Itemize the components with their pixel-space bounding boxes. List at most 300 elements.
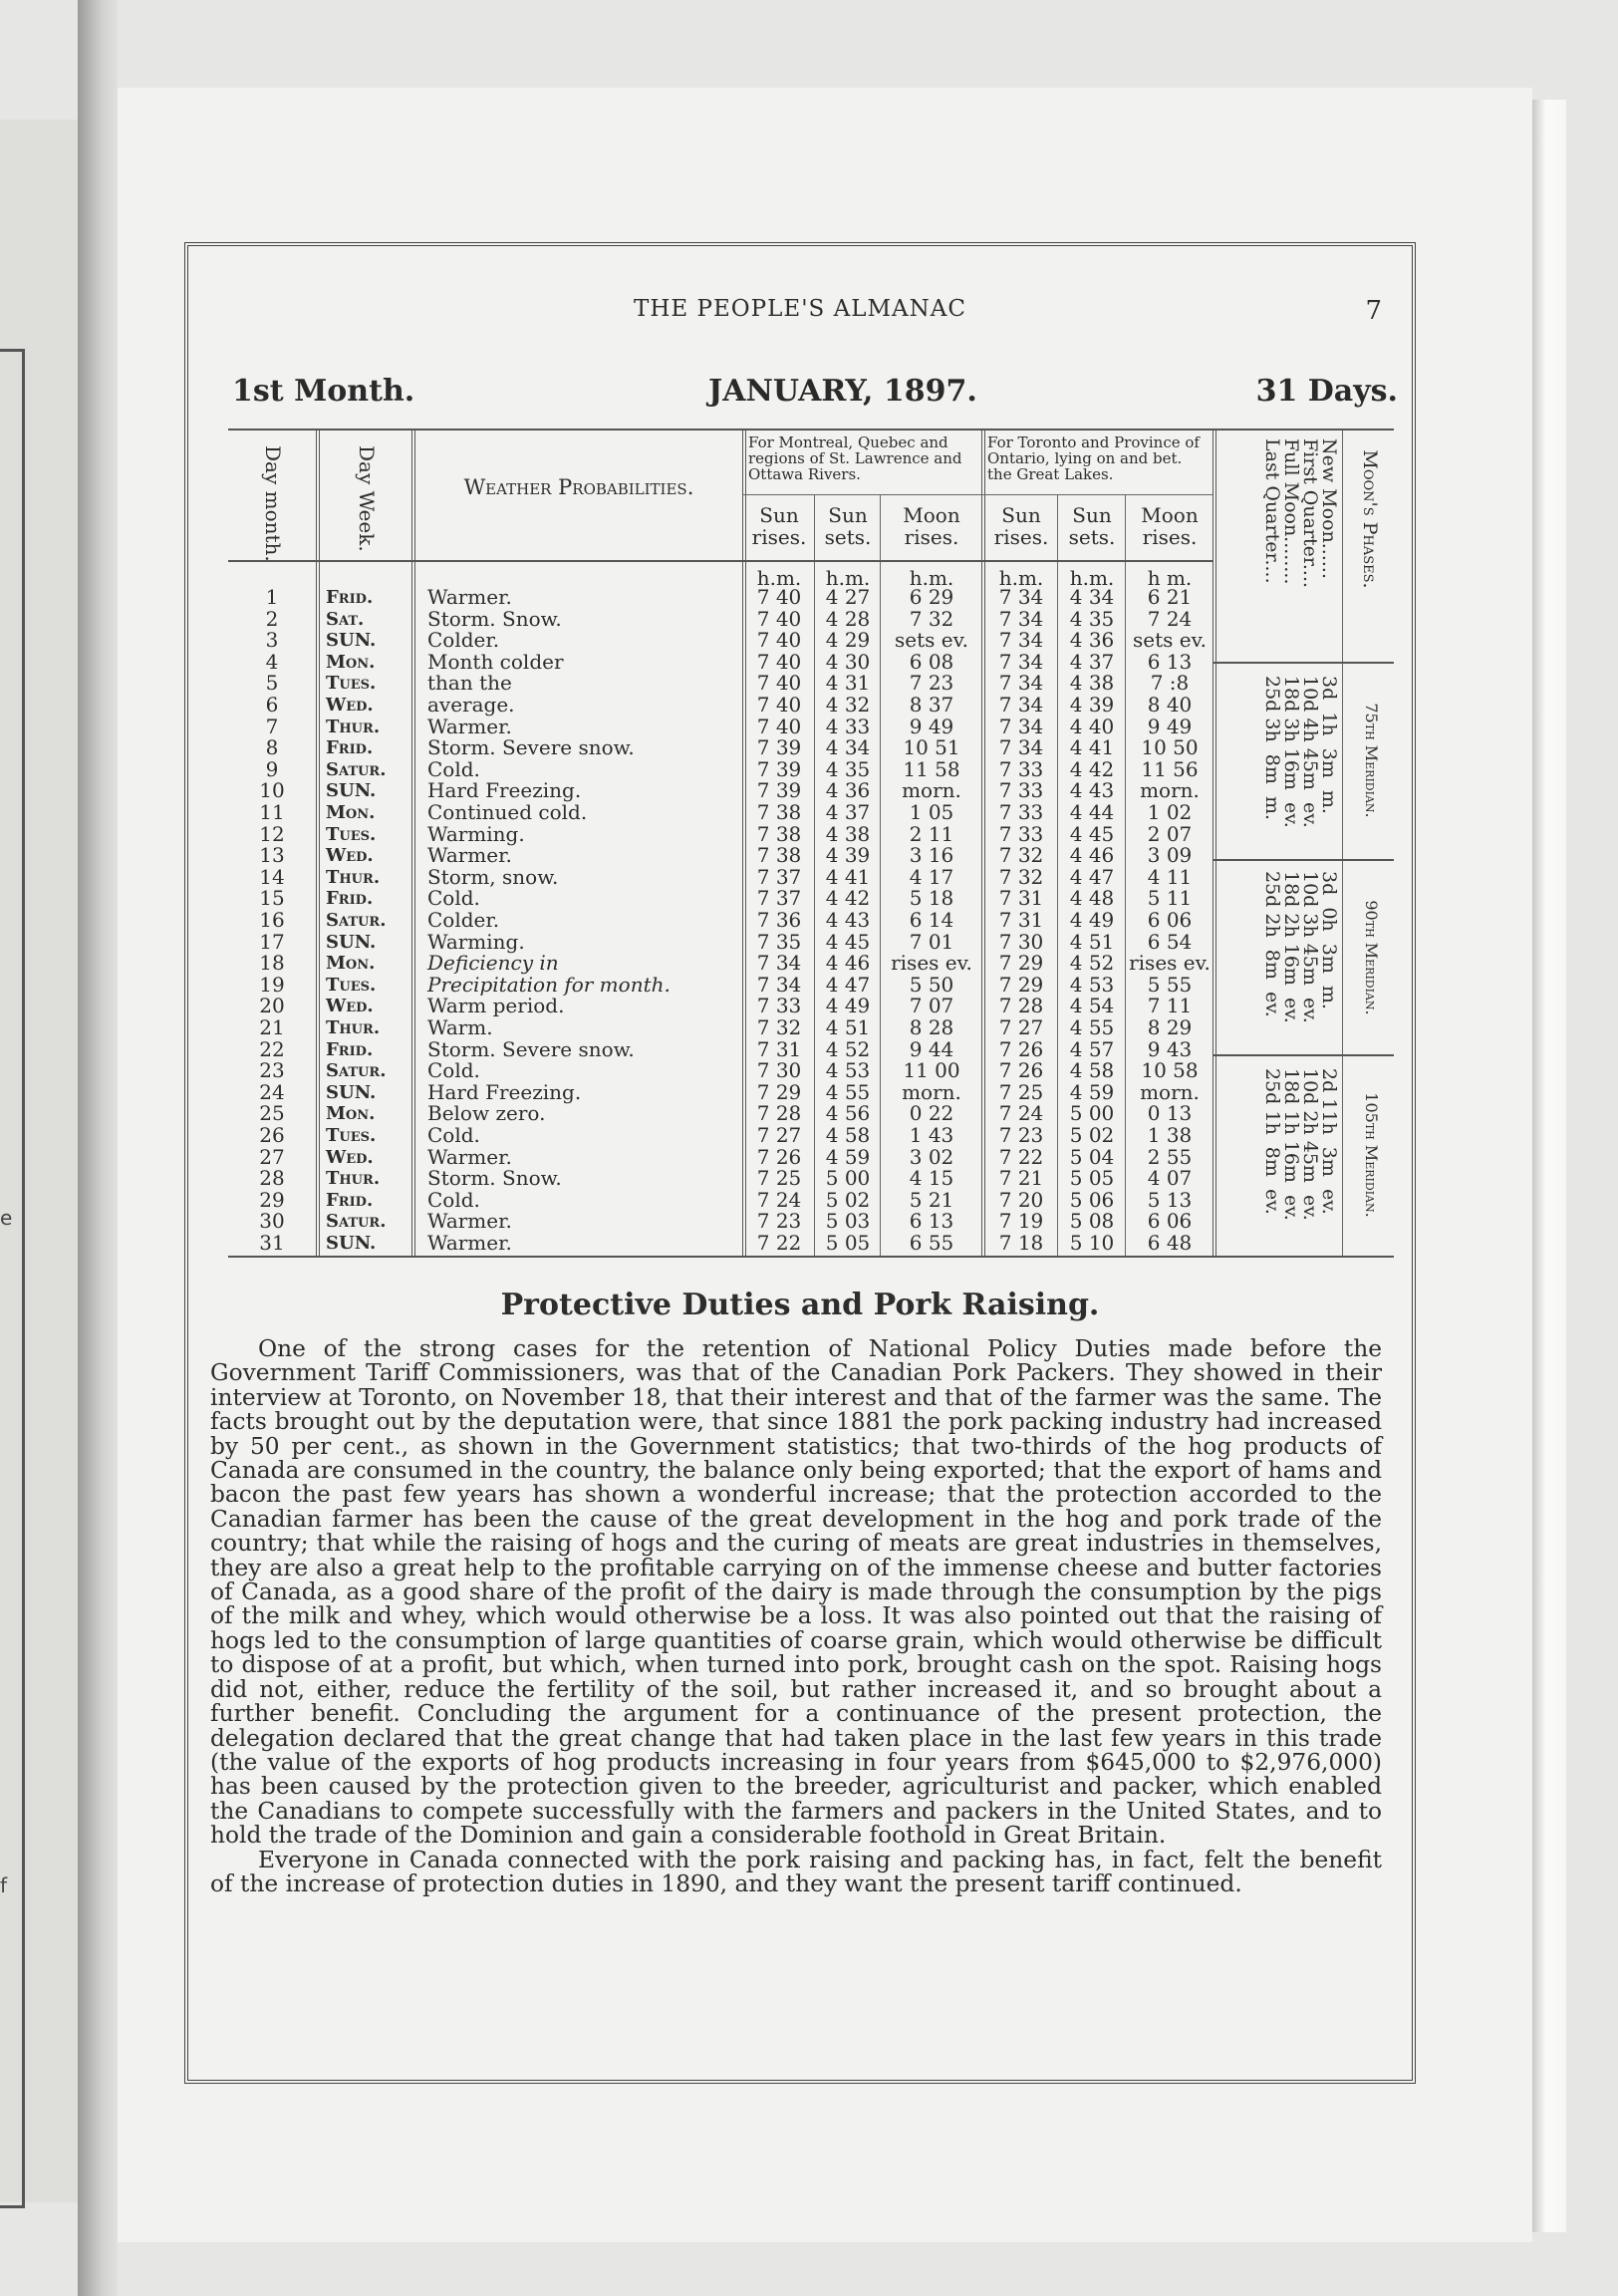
tor-sun-rises-cell: 7 24 xyxy=(998,1101,1044,1126)
table-row xyxy=(228,996,1213,1017)
units-label: h.m. xyxy=(909,566,954,590)
month-heading xyxy=(232,374,1398,414)
weather-cell: Warming. xyxy=(427,821,525,846)
mtl-moon-rises-cell: 5 18 xyxy=(909,886,954,911)
weather-cell: Deficiency in xyxy=(427,951,559,976)
day-of-week-cell: Tues. xyxy=(326,1125,377,1146)
tor-sun-rises-cell: 7 25 xyxy=(998,1079,1044,1104)
weather-cell: Warmer. xyxy=(427,1231,512,1255)
table-row xyxy=(228,1168,1213,1190)
tor-sun-sets-cell: 4 43 xyxy=(1069,778,1115,803)
mtl-sun-rises-cell: 7 24 xyxy=(756,1187,802,1212)
day-of-month-cell: 10 xyxy=(259,778,285,803)
mtl-sun-rises-cell: 7 23 xyxy=(756,1209,802,1234)
mtl-sun-sets-cell: 4 31 xyxy=(825,671,871,696)
day-of-month-cell: 24 xyxy=(259,1079,285,1104)
tor-moon-rises-cell: 4 11 xyxy=(1147,864,1193,889)
mtl-sun-sets-cell: 4 58 xyxy=(825,1123,871,1147)
weather-cell: Below zero. xyxy=(427,1101,546,1126)
day-of-week-cell: Wed. xyxy=(326,996,374,1017)
facing-page xyxy=(0,120,80,2202)
weather-cell: Precipitation for month. xyxy=(427,972,671,997)
meridian-75-times: 3d 1h 3m m. 10d 4h 45m ev. 18d 3h 16m ev. 25d 3h 8m m. xyxy=(1261,676,1340,828)
header-day-week: Day Week. xyxy=(355,445,379,552)
table-row xyxy=(228,1233,1213,1255)
day-of-week-cell: Frid. xyxy=(326,587,374,608)
mtl-sun-rises-cell: 7 32 xyxy=(756,1015,802,1039)
tor-moon-rises-cell: 9 49 xyxy=(1147,714,1193,738)
tor-sun-rises-cell: 7 32 xyxy=(998,843,1044,868)
day-of-week-cell: Wed. xyxy=(326,695,374,716)
mtl-sun-sets-cell: 5 02 xyxy=(825,1187,871,1212)
mtl-sun-sets-cell: 4 29 xyxy=(825,628,871,653)
weather-cell: Continued cold. xyxy=(427,800,588,824)
mtl-sun-rises-cell: 7 22 xyxy=(756,1231,802,1255)
header-tor-sun-sets: Sun sets. xyxy=(1068,503,1116,549)
almanac-table xyxy=(228,429,1394,1258)
tor-sun-sets-cell: 5 04 xyxy=(1069,1144,1115,1169)
units-label: h.m. xyxy=(1069,566,1115,590)
tor-sun-rises-cell: 7 34 xyxy=(998,671,1044,696)
mtl-sun-sets-cell: 4 49 xyxy=(825,994,871,1018)
weather-cell: Month colder xyxy=(427,649,564,674)
mtl-moon-rises-cell: 6 29 xyxy=(909,585,954,609)
weather-cell: Warm. xyxy=(427,1015,493,1039)
month-ordinal: 1st Month. xyxy=(232,374,415,409)
table-row xyxy=(228,1017,1213,1039)
tor-sun-sets-cell: 4 42 xyxy=(1069,756,1115,781)
tor-moon-rises-cell: 6 21 xyxy=(1147,585,1193,609)
mtl-sun-sets-cell: 4 35 xyxy=(825,756,871,781)
tor-moon-rises-cell: 7 :8 xyxy=(1150,671,1190,696)
mtl-sun-sets-cell: 5 03 xyxy=(825,1209,871,1234)
weather-cell: Warmer. xyxy=(427,1144,512,1169)
table-row xyxy=(228,606,1213,631)
day-of-week-cell: Mon. xyxy=(326,953,376,975)
mtl-sun-rises-cell: 7 36 xyxy=(756,908,802,932)
header-montreal: For Montreal, Quebec and regions of St. Lawrence and Ottawa Rivers. xyxy=(748,433,962,483)
table-row xyxy=(228,888,1213,910)
table-row xyxy=(228,1036,1213,1061)
day-of-month-cell: 17 xyxy=(259,929,285,954)
mtl-sun-rises-cell: 7 25 xyxy=(756,1166,802,1191)
tor-sun-sets-cell: 4 55 xyxy=(1069,1015,1115,1039)
day-of-week-cell: Wed. xyxy=(326,1146,374,1168)
weather-cell: Warmer. xyxy=(427,585,512,609)
day-of-week-cell: Tues. xyxy=(326,823,377,845)
tor-sun-rises-cell: 7 34 xyxy=(998,585,1044,609)
day-of-week-cell: SUN. xyxy=(326,630,377,652)
day-of-month-cell: 21 xyxy=(259,1015,285,1039)
header-weather: Weather Probabilities. xyxy=(463,475,694,499)
mtl-sun-sets-cell: 4 56 xyxy=(825,1101,871,1126)
moon-phase-labels: New Moon...... First Quarter.... Full Moon........ Last Quarter.... xyxy=(1261,438,1340,589)
tor-sun-sets-cell: 4 39 xyxy=(1069,693,1115,717)
tor-sun-sets-cell: 4 53 xyxy=(1069,972,1115,997)
table-row xyxy=(228,1187,1213,1212)
tor-sun-rises-cell: 7 20 xyxy=(998,1187,1044,1212)
mtl-moon-rises-cell: 5 21 xyxy=(909,1187,954,1212)
day-of-month-cell: 22 xyxy=(259,1036,285,1061)
tor-moon-rises-cell: 6 54 xyxy=(1147,929,1193,954)
units-label: h.m. xyxy=(825,566,871,590)
tor-sun-sets-cell: 5 10 xyxy=(1069,1231,1115,1255)
tor-moon-rises-cell: 0 13 xyxy=(1147,1101,1193,1126)
meridian-105-times: 2d 11h 3m ev. 10d 2h 45m ev. 18d 1h 16m ev. 25d 1h 8m ev. xyxy=(1261,1068,1340,1221)
day-of-week-cell: Frid. xyxy=(326,1038,374,1060)
table-row xyxy=(228,649,1213,674)
day-of-month-cell: 28 xyxy=(259,1166,285,1191)
mtl-sun-rises-cell: 7 40 xyxy=(756,585,802,609)
table-row xyxy=(228,587,1213,609)
mtl-sun-rises-cell: 7 31 xyxy=(756,1036,802,1061)
mtl-sun-rises-cell: 7 35 xyxy=(756,929,802,954)
day-of-month-cell: 31 xyxy=(259,1231,285,1255)
weather-cell: Warming. xyxy=(427,929,525,954)
mtl-sun-rises-cell: 7 33 xyxy=(756,994,802,1018)
weather-cell: Cold. xyxy=(427,1058,480,1083)
day-of-week-cell: SUN. xyxy=(326,931,377,953)
moon-phases-heading: Moon's Phases. xyxy=(1359,449,1381,589)
mtl-sun-sets-cell: 4 38 xyxy=(825,821,871,846)
weather-cell: Colder. xyxy=(427,628,500,653)
day-of-week-cell: Wed. xyxy=(326,845,374,867)
mtl-sun-sets-cell: 4 59 xyxy=(825,1144,871,1169)
tor-moon-rises-cell: 5 55 xyxy=(1147,972,1193,997)
day-of-month-cell: 3 xyxy=(265,628,279,653)
tor-sun-rises-cell: 7 31 xyxy=(998,908,1044,932)
day-of-month-cell: 30 xyxy=(259,1209,285,1234)
mtl-moon-rises-cell: 9 44 xyxy=(909,1036,954,1061)
table-row xyxy=(228,802,1213,824)
tor-moon-rises-cell: 8 29 xyxy=(1147,1015,1193,1039)
weather-cell: Storm. Snow. xyxy=(427,1166,562,1191)
meridian-105-heading: 105th Meridian. xyxy=(1362,1092,1381,1218)
table-row xyxy=(228,1060,1213,1082)
table-row xyxy=(228,953,1213,975)
day-of-week-cell: Frid. xyxy=(326,737,374,759)
day-of-week-cell: SUN. xyxy=(326,1233,377,1254)
day-of-month-cell: 27 xyxy=(259,1144,285,1169)
facing-page-glyph: e xyxy=(0,1206,13,1230)
tor-sun-rises-cell: 7 22 xyxy=(998,1144,1044,1169)
day-of-week-cell: Tues. xyxy=(326,673,377,695)
table-row xyxy=(228,1144,1213,1169)
tor-sun-sets-cell: 4 45 xyxy=(1069,821,1115,846)
tor-moon-rises-cell: morn. xyxy=(1140,1079,1200,1104)
tor-sun-rises-cell: 7 33 xyxy=(998,778,1044,803)
mtl-sun-rises-cell: 7 40 xyxy=(756,628,802,653)
tor-sun-sets-cell: 4 41 xyxy=(1069,735,1115,760)
mtl-sun-rises-cell: 7 39 xyxy=(756,756,802,781)
tor-sun-sets-cell: 4 36 xyxy=(1069,628,1115,653)
weather-cell: Storm. Severe snow. xyxy=(427,735,635,760)
table-row xyxy=(228,695,1213,717)
mtl-sun-sets-cell: 4 47 xyxy=(825,972,871,997)
tor-sun-sets-cell: 4 38 xyxy=(1069,671,1115,696)
tor-moon-rises-cell: 9 43 xyxy=(1147,1036,1193,1061)
mtl-sun-rises-cell: 7 38 xyxy=(756,821,802,846)
tor-sun-sets-cell: 4 35 xyxy=(1069,606,1115,631)
tor-moon-rises-cell: 10 50 xyxy=(1141,735,1199,760)
mtl-sun-sets-cell: 4 32 xyxy=(825,693,871,717)
tor-sun-rises-cell: 7 34 xyxy=(998,693,1044,717)
mtl-sun-sets-cell: 5 05 xyxy=(825,1231,871,1255)
day-of-month-cell: 13 xyxy=(259,843,285,868)
mtl-sun-rises-cell: 7 34 xyxy=(756,972,802,997)
mtl-sun-sets-cell: 4 46 xyxy=(825,951,871,976)
units-label: h.m. xyxy=(998,566,1044,590)
header-mtl-sun-rises: Sun rises. xyxy=(751,503,807,549)
mtl-moon-rises-cell: morn. xyxy=(902,778,961,803)
day-of-month-cell: 15 xyxy=(259,886,285,911)
mtl-moon-rises-cell: 7 01 xyxy=(909,929,954,954)
mtl-moon-rises-cell: 6 08 xyxy=(909,649,954,674)
mtl-moon-rises-cell: 11 58 xyxy=(903,756,960,781)
day-of-month-cell: 25 xyxy=(259,1101,285,1126)
mtl-sun-rises-cell: 7 37 xyxy=(756,864,802,889)
mtl-moon-rises-cell: 4 17 xyxy=(909,864,954,889)
tor-sun-sets-cell: 5 06 xyxy=(1069,1187,1115,1212)
day-of-month-cell: 2 xyxy=(265,606,279,631)
weather-cell: average. xyxy=(427,693,515,717)
day-of-month-cell: 6 xyxy=(265,693,279,717)
mtl-sun-rises-cell: 7 38 xyxy=(756,800,802,824)
tor-sun-rises-cell: 7 33 xyxy=(998,821,1044,846)
tor-sun-rises-cell: 7 26 xyxy=(998,1058,1044,1083)
tor-sun-rises-cell: 7 34 xyxy=(998,649,1044,674)
tor-sun-rises-cell: 7 33 xyxy=(998,756,1044,781)
header-tor-sun-rises: Sun rises. xyxy=(993,503,1049,549)
tor-sun-sets-cell: 5 08 xyxy=(1069,1209,1115,1234)
mtl-moon-rises-cell: 4 15 xyxy=(909,1166,954,1191)
mtl-sun-sets-cell: 4 52 xyxy=(825,1036,871,1061)
mtl-sun-rises-cell: 7 38 xyxy=(756,843,802,868)
tor-moon-rises-cell: rises ev. xyxy=(1129,951,1211,976)
mtl-moon-rises-cell: 10 51 xyxy=(903,735,960,760)
weather-cell: Storm. Snow. xyxy=(427,606,562,631)
table-row xyxy=(228,972,1213,997)
weather-cell: Cold. xyxy=(427,886,480,911)
table-row xyxy=(228,1079,1213,1104)
page-frame xyxy=(184,242,1416,2084)
tor-sun-sets-cell: 4 44 xyxy=(1069,800,1115,824)
day-of-month-cell: 14 xyxy=(259,864,285,889)
tor-sun-rises-cell: 7 28 xyxy=(998,994,1044,1018)
weather-cell: Warmer. xyxy=(427,714,512,738)
tor-moon-rises-cell: 2 55 xyxy=(1147,1144,1193,1169)
mtl-moon-rises-cell: 6 55 xyxy=(909,1231,954,1255)
header-tor-moon-rises: Moon rises. xyxy=(1141,503,1199,549)
table-row xyxy=(228,737,1213,759)
weather-cell: Cold. xyxy=(427,756,480,781)
table-row xyxy=(228,756,1213,781)
tor-sun-rises-cell: 7 23 xyxy=(998,1123,1044,1147)
tor-moon-rises-cell: 2 07 xyxy=(1147,821,1193,846)
mtl-sun-rises-cell: 7 34 xyxy=(756,951,802,976)
day-of-week-cell: Thur. xyxy=(326,866,381,888)
day-of-week-cell: SUN. xyxy=(326,780,377,802)
tor-sun-sets-cell: 4 37 xyxy=(1069,649,1115,674)
day-of-week-cell: Frid. xyxy=(326,1189,374,1211)
month-days: 31 Days. xyxy=(1255,374,1398,409)
mtl-moon-rises-cell: 6 14 xyxy=(909,908,954,932)
mtl-moon-rises-cell: 2 11 xyxy=(909,821,954,846)
tor-sun-rises-cell: 7 26 xyxy=(998,1036,1044,1061)
day-of-month-cell: 23 xyxy=(259,1058,285,1083)
tor-sun-sets-cell: 4 34 xyxy=(1069,585,1115,609)
day-of-week-cell: Satur. xyxy=(326,1060,387,1082)
tor-sun-sets-cell: 4 49 xyxy=(1069,908,1115,932)
tor-sun-rises-cell: 7 32 xyxy=(998,864,1044,889)
mtl-sun-sets-cell: 4 42 xyxy=(825,886,871,911)
mtl-sun-rises-cell: 7 39 xyxy=(756,735,802,760)
article-paragraph: Everyone in Canada connected with the pork raising and packing has, in fact, felt the benefit of the increase of protection duties in 1890, and they want the present tariff continued. xyxy=(210,1846,1382,1897)
units-label: h.m. xyxy=(756,566,802,590)
day-of-month-cell: 16 xyxy=(259,908,285,932)
day-of-week-cell: Satur. xyxy=(326,910,387,931)
mtl-sun-rises-cell: 7 40 xyxy=(756,714,802,738)
day-of-week-cell: Sat. xyxy=(326,608,365,630)
facing-page-glyph: f xyxy=(0,1873,8,1897)
mtl-moon-rises-cell: 8 28 xyxy=(909,1015,954,1039)
tor-moon-rises-cell: 6 06 xyxy=(1147,1209,1193,1234)
tor-moon-rises-cell: 11 56 xyxy=(1141,756,1199,781)
day-of-week-cell: Tues. xyxy=(326,974,377,996)
tor-sun-sets-cell: 4 46 xyxy=(1069,843,1115,868)
header-day-month: Day month. xyxy=(261,445,285,562)
table-row xyxy=(228,929,1213,954)
mtl-sun-rises-cell: 7 40 xyxy=(756,606,802,631)
mtl-sun-rises-cell: 7 40 xyxy=(756,693,802,717)
day-of-month-cell: 5 xyxy=(265,671,279,696)
tor-moon-rises-cell: 1 38 xyxy=(1147,1123,1193,1147)
table-row xyxy=(228,910,1213,932)
day-of-month-cell: 4 xyxy=(265,649,279,674)
tor-moon-rises-cell: 4 07 xyxy=(1147,1166,1193,1191)
header-mtl-moon-rises: Moon rises. xyxy=(903,503,960,549)
day-of-week-cell: Mon. xyxy=(326,802,376,823)
table-row xyxy=(228,1103,1213,1125)
mtl-moon-rises-cell: 1 05 xyxy=(909,800,954,824)
tor-moon-rises-cell: 7 11 xyxy=(1147,994,1193,1018)
tor-sun-rises-cell: 7 30 xyxy=(998,929,1044,954)
mtl-sun-sets-cell: 4 34 xyxy=(825,735,871,760)
tor-moon-rises-cell: 5 13 xyxy=(1147,1187,1193,1212)
tor-sun-sets-cell: 4 58 xyxy=(1069,1058,1115,1083)
mtl-sun-sets-cell: 4 55 xyxy=(825,1079,871,1104)
mtl-moon-rises-cell: 7 23 xyxy=(909,671,954,696)
weather-cell: Storm, snow. xyxy=(427,864,559,889)
tor-moon-rises-cell: sets ev. xyxy=(1133,628,1207,653)
units-label: h m. xyxy=(1147,566,1193,590)
mtl-sun-rises-cell: 7 39 xyxy=(756,778,802,803)
mtl-sun-sets-cell: 4 27 xyxy=(825,585,871,609)
tor-sun-rises-cell: 7 19 xyxy=(998,1209,1044,1234)
tor-sun-rises-cell: 7 34 xyxy=(998,606,1044,631)
day-of-month-cell: 26 xyxy=(259,1123,285,1147)
tor-sun-sets-cell: 4 52 xyxy=(1069,951,1115,976)
mtl-moon-rises-cell: 9 49 xyxy=(909,714,954,738)
tor-sun-rises-cell: 7 21 xyxy=(998,1166,1044,1191)
table-row xyxy=(228,780,1213,802)
day-of-week-cell: Frid. xyxy=(326,888,374,910)
mtl-sun-rises-cell: 7 37 xyxy=(756,886,802,911)
mtl-sun-sets-cell: 4 53 xyxy=(825,1058,871,1083)
mtl-sun-rises-cell: 7 40 xyxy=(756,649,802,674)
day-of-month-cell: 12 xyxy=(259,821,285,846)
tor-sun-rises-cell: 7 34 xyxy=(998,735,1044,760)
day-of-month-cell: 8 xyxy=(265,735,279,760)
mtl-sun-rises-cell: 7 28 xyxy=(756,1101,802,1126)
mtl-sun-sets-cell: 4 43 xyxy=(825,908,871,932)
mtl-sun-rises-cell: 7 27 xyxy=(756,1123,802,1147)
tor-moon-rises-cell: 5 11 xyxy=(1147,886,1193,911)
day-of-month-cell: 9 xyxy=(265,756,279,781)
mtl-sun-rises-cell: 7 40 xyxy=(756,671,802,696)
table-row xyxy=(228,673,1213,695)
day-of-month-cell: 29 xyxy=(259,1187,285,1212)
mtl-moon-rises-cell: sets ev. xyxy=(895,628,968,653)
mtl-moon-rises-cell: 7 32 xyxy=(909,606,954,631)
mtl-moon-rises-cell: 5 50 xyxy=(909,972,954,997)
header-mtl-sun-sets: Sun sets. xyxy=(824,503,872,549)
mtl-sun-rises-cell: 7 26 xyxy=(756,1144,802,1169)
mtl-sun-sets-cell: 4 33 xyxy=(825,714,871,738)
tor-sun-sets-cell: 5 02 xyxy=(1069,1123,1115,1147)
table-row xyxy=(228,630,1213,652)
meridian-90-times: 3d 0h 3m m. 10d 3h 45m ev. 18d 2h 16m ev. 25d 2h 8m ev. xyxy=(1261,871,1340,1023)
day-of-month-cell: 1 xyxy=(265,585,279,609)
book-gutter xyxy=(78,0,118,2296)
day-of-week-cell: Satur. xyxy=(326,758,387,780)
tor-sun-sets-cell: 4 59 xyxy=(1069,1079,1115,1104)
meridian-90-heading: 90th Meridian. xyxy=(1362,900,1381,1015)
day-of-week-cell: Mon. xyxy=(326,1103,376,1125)
mtl-moon-rises-cell: 6 13 xyxy=(909,1209,954,1234)
tor-sun-sets-cell: 4 47 xyxy=(1069,864,1115,889)
mtl-moon-rises-cell: 8 37 xyxy=(909,693,954,717)
mtl-moon-rises-cell: 0 22 xyxy=(909,1101,954,1126)
mtl-moon-rises-cell: 3 02 xyxy=(909,1144,954,1169)
day-of-month-cell: 7 xyxy=(265,714,279,738)
day-of-week-cell: Mon. xyxy=(326,651,376,673)
facing-page-border xyxy=(0,349,25,2208)
mtl-sun-sets-cell: 4 41 xyxy=(825,864,871,889)
tor-moon-rises-cell: 7 24 xyxy=(1147,606,1193,631)
mtl-sun-rises-cell: 7 30 xyxy=(756,1058,802,1083)
tor-sun-rises-cell: 7 27 xyxy=(998,1015,1044,1039)
day-of-week-cell: Thur. xyxy=(326,1017,381,1038)
day-of-month-cell: 20 xyxy=(259,994,285,1018)
day-of-week-cell: Satur. xyxy=(326,1211,387,1233)
mtl-sun-sets-cell: 4 30 xyxy=(825,649,871,674)
tor-sun-rises-cell: 7 33 xyxy=(998,800,1044,824)
tor-sun-rises-cell: 7 34 xyxy=(998,714,1044,738)
day-of-month-cell: 18 xyxy=(259,951,285,976)
article-paragraph: One of the strong cases for the retention of National Policy Duties made before the Government Tariff Commissioners, was that of the Canadian Pork Packers. They showed in their interview at Toronto, on November 18, that their interest and that of the farmer was the same. The facts brought out by the deputation were, that since 1881 the pork packing industry had increased by 50 per cent., as shown in the Government statistics; that two-thirds of the hog products of Canada are consumed in the country, the balance only being exported; that the export of hams and bacon the past few years has shown a wonderful increase; that the protection accorded to the Canadian farmer has been the cause of the great development in the hog and pork trade of the country; that while the raising of hogs and the curing of meats are great industries in themselves, they are also a great help to the profitable carrying on of the immense cheese and butter factories of Canada, as a good share of the profit of the dairy is made through the consumption by the pigs of the milk and whey, which would otherwise be a loss. It was also pointed out that the raising of hogs led to the consumption of large quantities of coarse grain, which would otherwise be difficult to dispose of at a profit, but which, when turned into pork, brought cash on the spot. Raising hogs did not, either, reduce the fertility of the soil, but rather increased it, and so brought about a further benefit. Concluding the argument for a continuance of the present protection, the delegation declared that the great change that had taken place in the last few years in this trade (the value of the exports of hog products increasing in four years from $645,000 to $2,976,000) has been caused by the protection given to the breeder, agriculturist and packer, which enabled the Canadians to compete successfully with the farmers and packers in the United States, and to hold the trade of the Dominion and gain a considerable foothold in Great Britain. xyxy=(210,1335,1382,1850)
article-body xyxy=(210,1337,1382,1896)
month-name: JANUARY, 1897. xyxy=(708,374,977,409)
mtl-sun-sets-cell: 4 39 xyxy=(825,843,871,868)
mtl-moon-rises-cell: morn. xyxy=(902,1079,961,1104)
day-of-month-cell: 19 xyxy=(259,972,285,997)
tor-moon-rises-cell: 1 02 xyxy=(1147,800,1193,824)
tor-sun-sets-cell: 5 05 xyxy=(1069,1166,1115,1191)
tor-moon-rises-cell: 6 13 xyxy=(1147,649,1193,674)
weather-cell: Warmer. xyxy=(427,843,512,868)
table-row xyxy=(228,845,1213,867)
